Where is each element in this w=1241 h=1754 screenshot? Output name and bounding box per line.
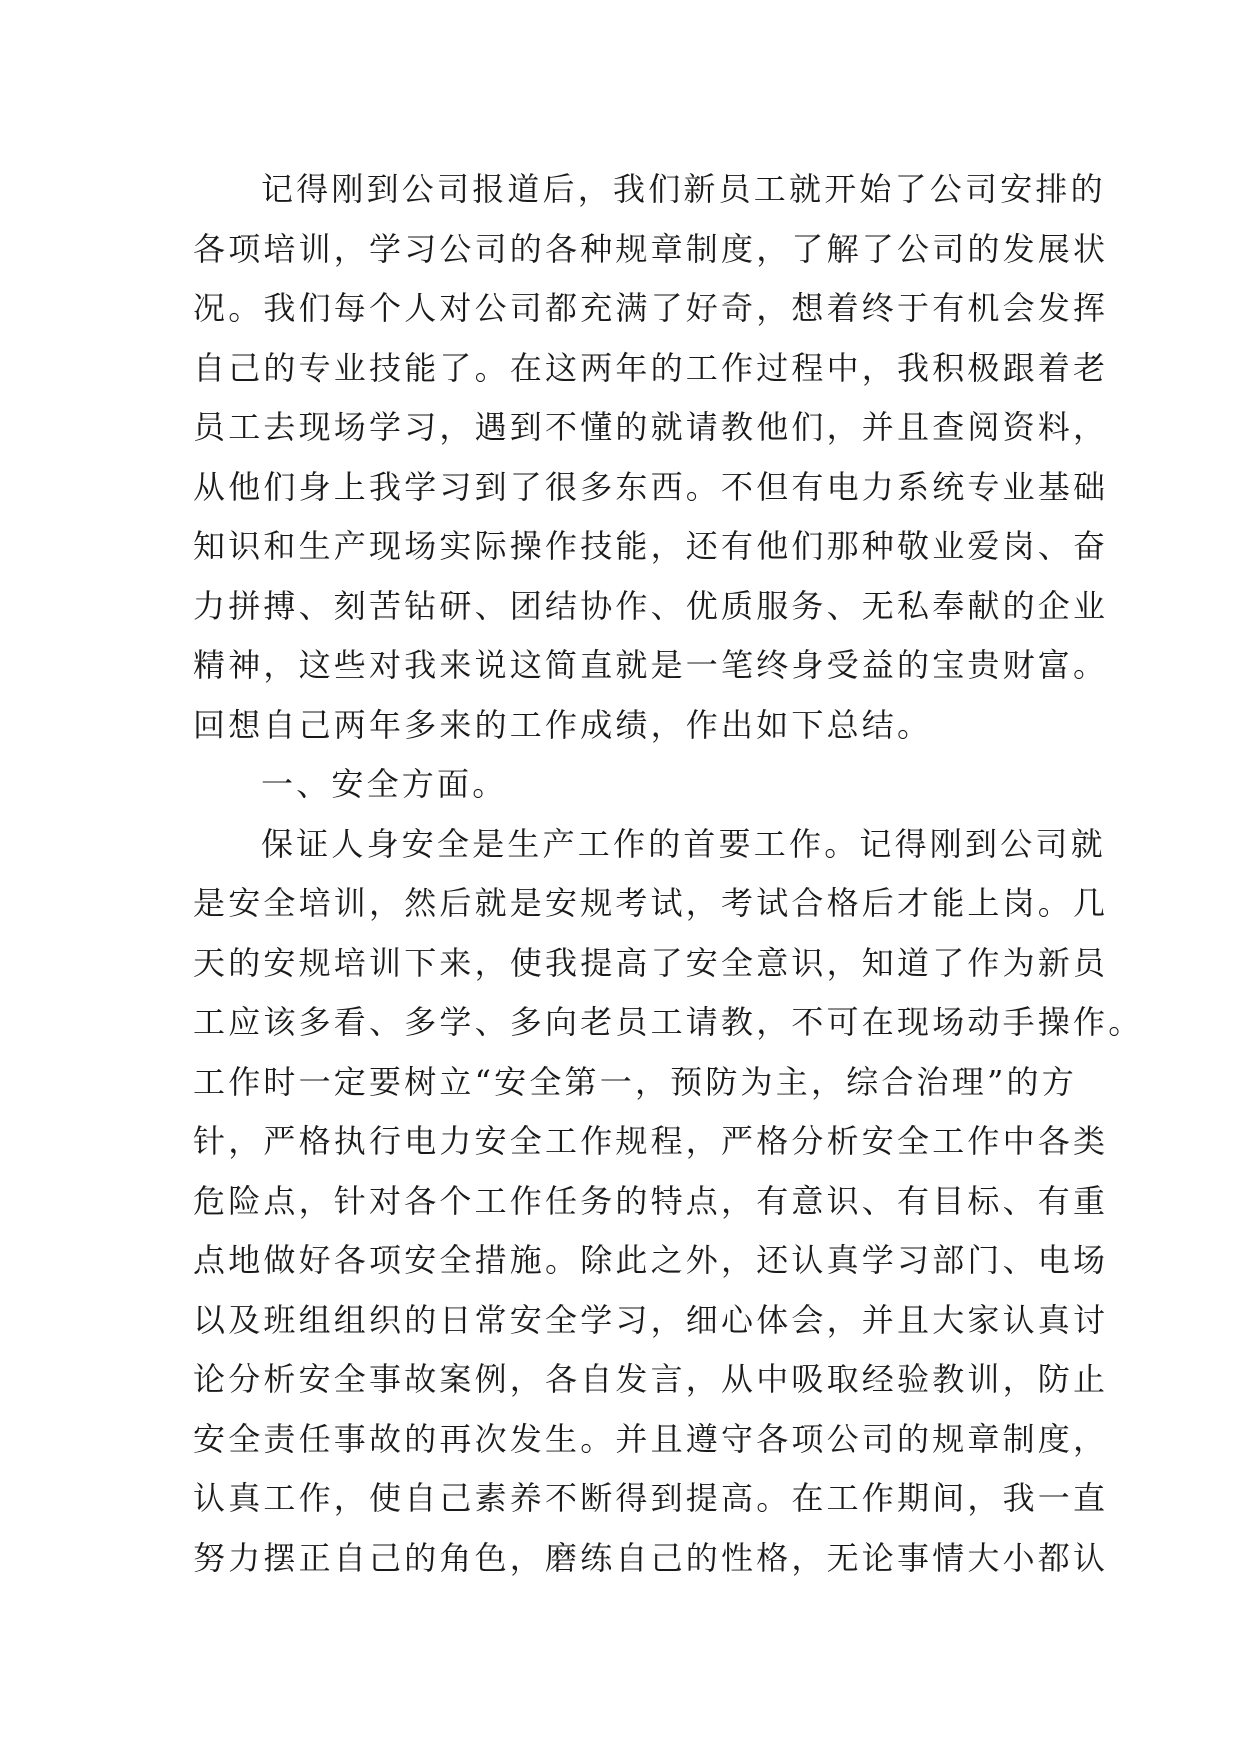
text-line: 自己的专业技能了。在这两年的工作过程中，我积极跟着老 <box>193 348 1109 387</box>
text-line: 从他们身上我学习到了很多东西。不但有电力系统专业基础 <box>193 467 1109 506</box>
text-line: 天的安规培训下来，使我提高了安全意识，知道了作为新员 <box>193 943 1109 982</box>
text-line: 安全责任事故的再次发生。并且遵守各项公司的规章制度， <box>193 1419 1109 1458</box>
body-text <box>193 160 1144 1588</box>
text-line: 危险点，针对各个工作任务的特点，有意识、有目标、有重 <box>193 1181 1109 1220</box>
section-heading: 一、安全方面。 <box>261 765 508 803</box>
text-line: 保证人身安全是生产工作的首要工作。记得刚到公司就 <box>261 824 1106 863</box>
text-line: 是安全培训，然后就是安规考试，考试合格后才能上岗。几 <box>193 884 1109 922</box>
text-line: 回想自己两年多来的工作成绩，作出如下总结。 <box>193 705 933 744</box>
text-line: 以及班组组织的日常安全学习，细心体会，并且大家认真讨 <box>193 1300 1109 1339</box>
text-line: 员工去现场学习，遇到不懂的就请教他们，并且查阅资料， <box>193 408 1109 446</box>
text-line: 各项培训，学习公司的各种规章制度，了解了公司的发展状 <box>193 229 1109 268</box>
text-line: 针，严格执行电力安全工作规程，严格分析安全工作中各类 <box>193 1122 1109 1160</box>
text-line: 认真工作，使自己素养不断得到提高。在工作期间，我一直 <box>193 1479 1109 1517</box>
text-line: 知识和生产现场实际操作技能，还有他们那种敬业爱岗、奋 <box>193 527 1109 565</box>
text-line: 努力摆正自己的角色，磨练自己的性格，无论事情大小都认 <box>193 1538 1109 1577</box>
text-line: 工应该多看、多学、多向老员工请教，不可在现场动手操作。 <box>193 1003 1144 1041</box>
text-line: 论分析安全事故案例，各自发言，从中吸取经验教训，防止 <box>193 1360 1109 1398</box>
text-line: 工作时一定要树立“安全第一，预防为主，综合治理”的方 <box>193 1062 1077 1101</box>
text-line: 力拼搏、刻苦钻研、团结协作、优质服务、无私奉献的企业 <box>193 586 1109 625</box>
text-line: 精神，这些对我来说这简直就是一笔终身受益的宝贵财富。 <box>193 646 1109 684</box>
text-line: 况。我们每个人对公司都充满了好奇，想着终于有机会发挥 <box>193 289 1109 327</box>
text-line: 点地做好各项安全措施。除此之外，还认真学习部门、电场 <box>193 1241 1109 1279</box>
text-line: 记得刚到公司报道后，我们新员工就开始了公司安排的 <box>261 170 1106 208</box>
